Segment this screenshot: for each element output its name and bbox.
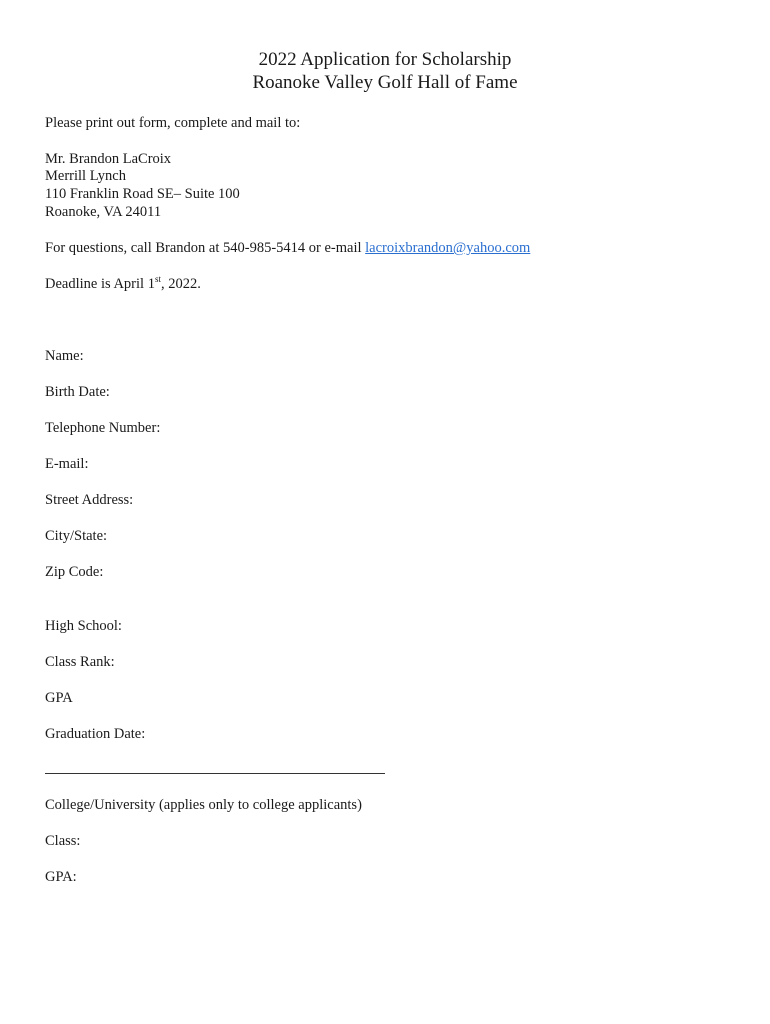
mail-instruction: Please print out form, complete and mail to: (45, 115, 301, 131)
address-street: 110 Franklin Road SE– Suite 100 (45, 186, 240, 202)
contact-email-link[interactable]: lacroixbrandon@yahoo.com (365, 240, 531, 256)
field-class-rank-label: Class Rank: (45, 654, 115, 670)
title-line-2: Roanoke Valley Golf Hall of Fame (252, 72, 518, 93)
field-telephone-label: Telephone Number: (45, 420, 161, 436)
field-name-label: Name: (45, 348, 84, 364)
contact-text: For questions, call Brandon at 540-985-5414 or e-mail (45, 240, 366, 256)
deadline-text: Deadline is April 1 (45, 276, 155, 292)
deadline-year: , 2022. (160, 276, 201, 292)
field-street-address-label: Street Address: (45, 492, 134, 508)
deadline-superscript: st (154, 274, 161, 285)
field-graduation-date-label: Graduation Date: (45, 726, 146, 742)
field-zip-code-label: Zip Code: (45, 564, 104, 580)
contact-line (45, 239, 530, 257)
deadline-line (45, 275, 201, 293)
address-city-state-zip: Roanoke, VA 24011 (45, 204, 162, 220)
title-line-1: 2022 Application for Scholarship (258, 49, 512, 70)
field-college-class-label: Class: (45, 833, 81, 849)
college-section-heading: College/University (applies only to college applicants) (45, 797, 362, 813)
field-college-gpa-label: GPA: (45, 869, 77, 885)
field-city-state-label: City/State: (45, 528, 108, 544)
field-high-school-label: High School: (45, 618, 122, 634)
field-birth-date-label: Birth Date: (45, 384, 110, 400)
address-name: Mr. Brandon LaCroix (45, 151, 172, 167)
field-email-label: E-mail: (45, 456, 89, 472)
section-divider (45, 773, 385, 774)
field-gpa-label: GPA (45, 690, 73, 706)
address-company: Merrill Lynch (45, 168, 126, 184)
